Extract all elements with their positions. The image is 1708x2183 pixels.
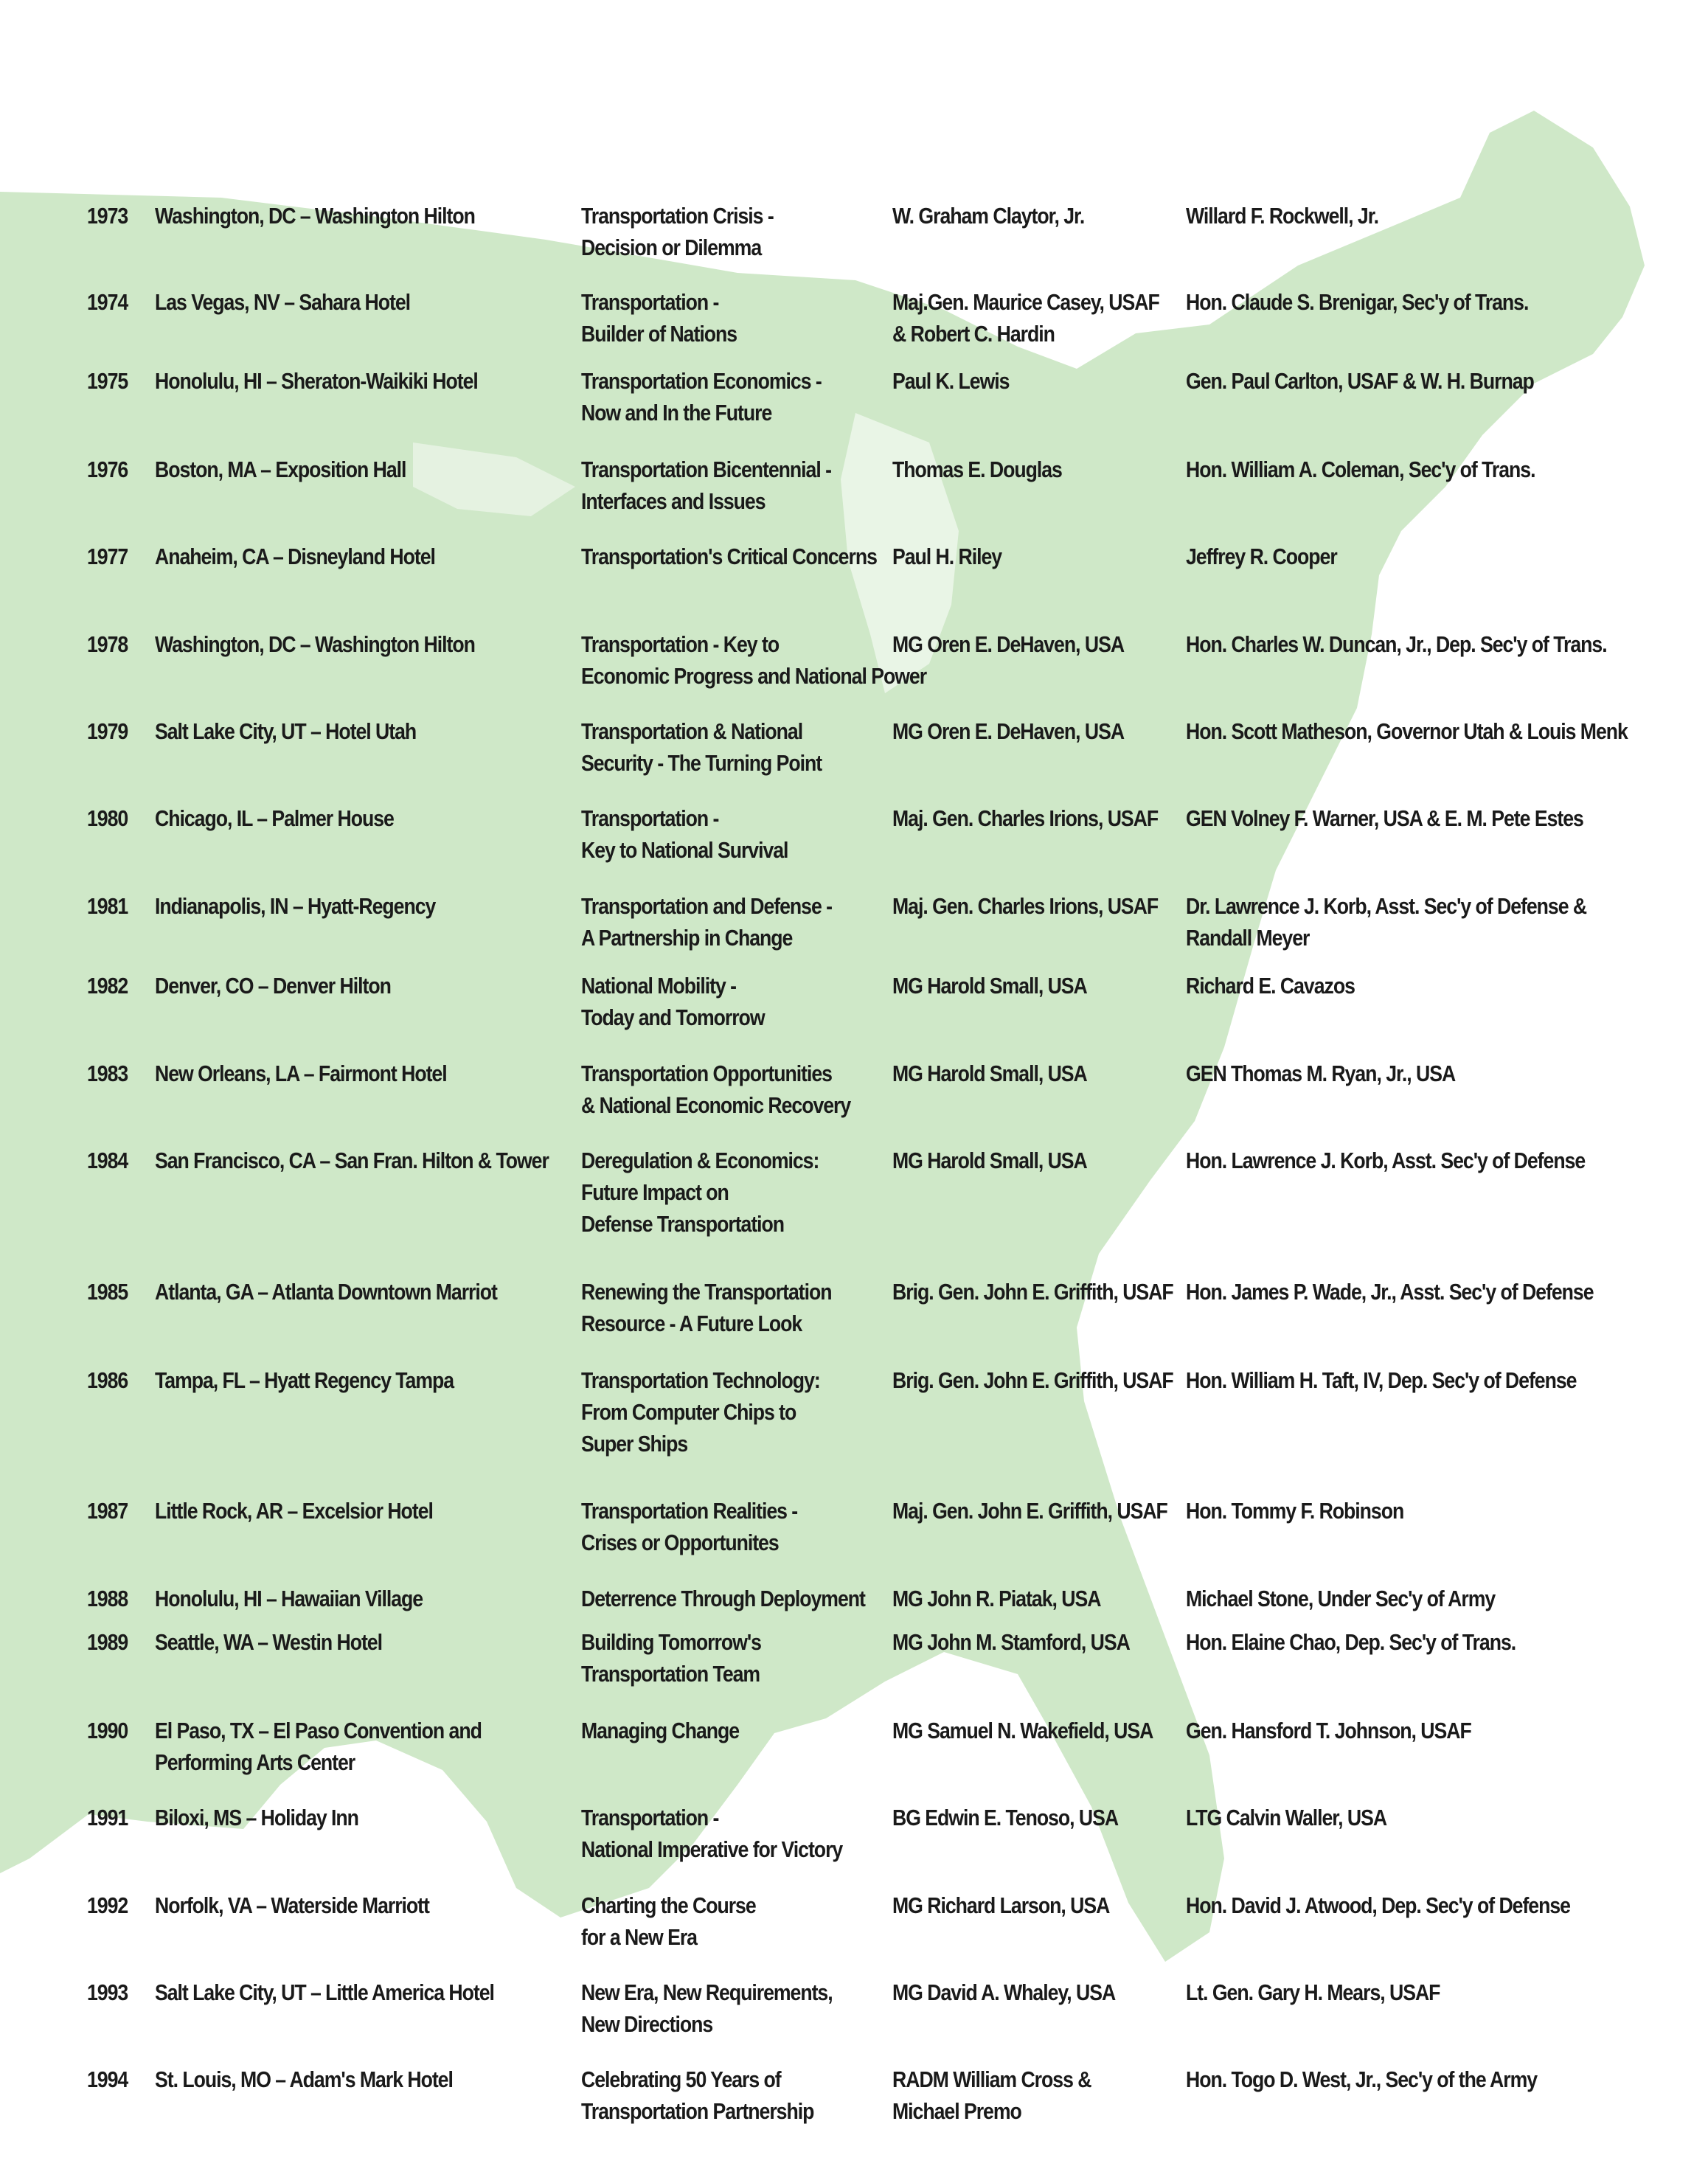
chairman-cell: MG Oren E. DeHaven, USA: [892, 631, 1125, 657]
theme-cell: Transportation Realities - Crises or Opportunites: [581, 1498, 798, 1555]
location-cell: Salt Lake City, UT – Hotel Utah: [155, 718, 417, 744]
theme-cell: Transportation - Key to National Survival: [581, 805, 788, 863]
chairman-cell: Paul H. Riley: [892, 544, 1002, 569]
theme-cell: National Mobility - Today and Tomorrow: [581, 973, 765, 1030]
speaker-cell: Gen. Paul Carlton, USAF & W. H. Burnap: [1186, 368, 1534, 394]
year-cell: 1976: [87, 457, 128, 482]
speaker-cell: Hon. Togo D. West, Jr., Sec'y of the Army: [1186, 2066, 1538, 2092]
chairman-cell: RADM William Cross & Michael Premo: [892, 2066, 1091, 2124]
location-cell: Denver, CO – Denver Hilton: [155, 973, 391, 999]
year-cell: 1990: [87, 1718, 128, 1743]
year-cell: 1988: [87, 1586, 128, 1611]
speaker-cell: Lt. Gen. Gary H. Mears, USAF: [1186, 1979, 1440, 2005]
location-cell: Washington, DC – Washington Hilton: [155, 203, 475, 229]
chairman-cell: MG Harold Small, USA: [892, 1061, 1087, 1086]
speaker-cell: GEN Thomas M. Ryan, Jr., USA: [1186, 1061, 1456, 1086]
year-cell: 1981: [87, 893, 128, 919]
location-cell: Honolulu, HI – Sheraton-Waikiki Hotel: [155, 368, 478, 394]
theme-cell: Transportation & National Security - The Turning Point: [581, 718, 822, 776]
speaker-cell: Hon. James P. Wade, Jr., Asst. Sec'y of Defense: [1186, 1279, 1594, 1305]
chairman-cell: MG Samuel N. Wakefield, USA: [892, 1718, 1153, 1743]
year-cell: 1984: [87, 1148, 128, 1173]
location-cell: Anaheim, CA – Disneyland Hotel: [155, 544, 435, 569]
speaker-cell: Hon. Charles W. Duncan, Jr., Dep. Sec'y of Trans.: [1186, 631, 1607, 657]
location-cell: Indianapolis, IN – Hyatt-Regency: [155, 893, 436, 919]
speaker-cell: Hon. Scott Matheson, Governor Utah & Louis Menk: [1186, 718, 1628, 744]
speaker-cell: Jeffrey R. Cooper: [1186, 544, 1337, 569]
speaker-cell: Hon. William H. Taft, IV, Dep. Sec'y of Defense: [1186, 1367, 1577, 1393]
year-cell: 1993: [87, 1979, 128, 2005]
year-cell: 1992: [87, 1892, 128, 1918]
theme-cell: Deterrence Through Deployment: [581, 1586, 865, 1611]
chairman-cell: Brig. Gen. John E. Griffith, USAF: [892, 1367, 1173, 1393]
chairman-cell: Paul K. Lewis: [892, 368, 1010, 394]
speaker-cell: Hon. Lawrence J. Korb, Asst. Sec'y of Defense: [1186, 1148, 1586, 1173]
year-cell: 1991: [87, 1805, 128, 1830]
location-cell: Las Vegas, NV – Sahara Hotel: [155, 289, 411, 315]
speaker-cell: Hon. William A. Coleman, Sec'y of Trans.: [1186, 457, 1535, 482]
theme-cell: Transportation Opportunities & National Economic Recovery: [581, 1061, 851, 1118]
chairman-cell: MG Oren E. DeHaven, USA: [892, 718, 1125, 744]
chairman-cell: MG Harold Small, USA: [892, 973, 1087, 999]
chairman-cell: Brig. Gen. John E. Griffith, USAF: [892, 1279, 1173, 1305]
chairman-cell: Maj. Gen. Charles Irions, USAF: [892, 893, 1159, 919]
theme-cell: Transportation Economics - Now and In the Future: [581, 368, 822, 426]
speaker-cell: Hon. Claude S. Brenigar, Sec'y of Trans.: [1186, 289, 1529, 315]
year-cell: 1987: [87, 1498, 128, 1524]
year-cell: 1985: [87, 1279, 128, 1305]
year-cell: 1994: [87, 2066, 128, 2092]
theme-cell: Deregulation & Economics: Future Impact on Defense Transportation: [581, 1148, 819, 1237]
speaker-cell: Willard F. Rockwell, Jr.: [1186, 203, 1378, 229]
year-cell: 1979: [87, 718, 128, 744]
theme-cell: Transportation and Defense - A Partnership in Change: [581, 893, 832, 951]
theme-cell: Transportation - Key to Economic Progress and National Power: [581, 631, 927, 689]
theme-cell: Transportation Crisis - Decision or Dilemma: [581, 203, 774, 260]
year-cell: 1983: [87, 1061, 128, 1086]
chairman-cell: Maj.Gen. Maurice Casey, USAF & Robert C. Hardin: [892, 289, 1159, 347]
theme-cell: New Era, New Requirements, New Directions: [581, 1979, 833, 2037]
theme-cell: Transportation - National Imperative for Victory: [581, 1805, 843, 1862]
location-cell: El Paso, TX – El Paso Convention and Performing Arts Center: [155, 1718, 482, 1775]
chairman-cell: MG John M. Stamford, USA: [892, 1629, 1130, 1655]
speaker-cell: Hon. Tommy F. Robinson: [1186, 1498, 1404, 1524]
speaker-cell: Michael Stone, Under Sec'y of Army: [1186, 1586, 1496, 1611]
location-cell: Tampa, FL – Hyatt Regency Tampa: [155, 1367, 454, 1393]
chairman-cell: MG Richard Larson, USA: [892, 1892, 1110, 1918]
location-cell: Salt Lake City, UT – Little America Hotel: [155, 1979, 494, 2005]
year-cell: 1978: [87, 631, 128, 657]
speaker-cell: Gen. Hansford T. Johnson, USAF: [1186, 1718, 1471, 1743]
location-cell: Seattle, WA – Westin Hotel: [155, 1629, 382, 1655]
year-cell: 1980: [87, 805, 128, 831]
location-cell: Honolulu, HI – Hawaiian Village: [155, 1586, 423, 1611]
theme-cell: Transportation's Critical Concerns: [581, 544, 877, 569]
year-cell: 1973: [87, 203, 128, 229]
location-cell: New Orleans, LA – Fairmont Hotel: [155, 1061, 447, 1086]
location-cell: San Francisco, CA – San Fran. Hilton & Tower: [155, 1148, 549, 1173]
location-cell: Chicago, IL – Palmer House: [155, 805, 394, 831]
location-cell: Little Rock, AR – Excelsior Hotel: [155, 1498, 433, 1524]
speaker-cell: Richard E. Cavazos: [1186, 973, 1355, 999]
speaker-cell: Dr. Lawrence J. Korb, Asst. Sec'y of Defense & Randall Meyer: [1186, 893, 1587, 951]
chairman-cell: W. Graham Claytor, Jr.: [892, 203, 1085, 229]
chairman-cell: MG Harold Small, USA: [892, 1148, 1087, 1173]
speaker-cell: LTG Calvin Waller, USA: [1186, 1805, 1387, 1830]
location-cell: Biloxi, MS – Holiday Inn: [155, 1805, 358, 1830]
year-cell: 1977: [87, 544, 128, 569]
chairman-cell: BG Edwin E. Tenoso, USA: [892, 1805, 1119, 1830]
chairman-cell: Maj. Gen. John E. Griffith, USAF: [892, 1498, 1167, 1524]
year-cell: 1974: [87, 289, 128, 315]
location-cell: Boston, MA – Exposition Hall: [155, 457, 406, 482]
speaker-cell: GEN Volney F. Warner, USA & E. M. Pete Estes: [1186, 805, 1583, 831]
theme-cell: Charting the Course for a New Era: [581, 1892, 756, 1950]
speaker-cell: Hon. David J. Atwood, Dep. Sec'y of Defense: [1186, 1892, 1570, 1918]
theme-cell: Transportation Bicentennial - Interfaces and Issues: [581, 457, 831, 514]
theme-cell: Transportation - Builder of Nations: [581, 289, 737, 347]
theme-cell: Building Tomorrow's Transportation Team: [581, 1629, 761, 1687]
chairman-cell: MG John R. Piatak, USA: [892, 1586, 1101, 1611]
location-cell: Norfolk, VA – Waterside Marriott: [155, 1892, 429, 1918]
year-cell: 1989: [87, 1629, 128, 1655]
chairman-cell: Thomas E. Douglas: [892, 457, 1062, 482]
year-cell: 1975: [87, 368, 128, 394]
year-cell: 1982: [87, 973, 128, 999]
location-cell: Washington, DC – Washington Hilton: [155, 631, 475, 657]
theme-cell: Transportation Technology: From Computer Chips to Super Ships: [581, 1367, 820, 1457]
theme-cell: Celebrating 50 Years of Transportation Partnership: [581, 2066, 814, 2124]
theme-cell: Managing Change: [581, 1718, 740, 1743]
chairman-cell: MG David A. Whaley, USA: [892, 1979, 1116, 2005]
chairman-cell: Maj. Gen. Charles Irions, USAF: [892, 805, 1159, 831]
year-cell: 1986: [87, 1367, 128, 1393]
speaker-cell: Hon. Elaine Chao, Dep. Sec'y of Trans.: [1186, 1629, 1516, 1655]
location-cell: St. Louis, MO – Adam's Mark Hotel: [155, 2066, 453, 2092]
theme-cell: Renewing the Transportation Resource - A Future Look: [581, 1279, 832, 1336]
location-cell: Atlanta, GA – Atlanta Downtown Marriot: [155, 1279, 497, 1305]
